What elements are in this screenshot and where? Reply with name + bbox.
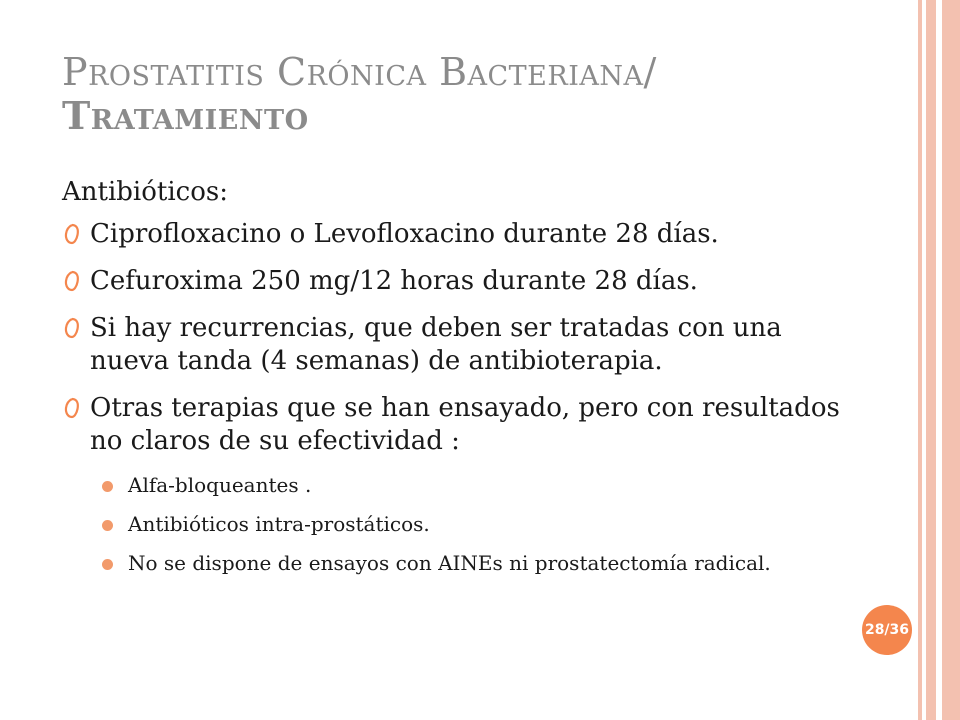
orange-ring-icon	[62, 268, 82, 294]
slide-content	[62, 172, 862, 589]
sub-bullet-item	[62, 550, 862, 576]
bullet-text: Cefuroxima 250 mg/12 horas durante 28 días.	[90, 266, 698, 296]
decorative-stripe	[942, 0, 960, 720]
orange-dot-icon	[102, 481, 113, 492]
orange-ring-icon	[62, 395, 82, 421]
bullet-text: Si hay recurrencias, que deben ser tratadas con una nueva tanda (4 semanas) de antibioterapia.	[90, 313, 782, 376]
orange-ring-icon	[62, 315, 82, 341]
bullet-text: Otras terapias que se han ensayado, pero con resultados no claros de su efectividad :	[90, 393, 840, 456]
orange-ring-icon	[62, 221, 82, 247]
sub-bullet-item	[62, 511, 862, 537]
sub-bullet-item	[62, 472, 862, 498]
bullet-item	[62, 265, 862, 298]
bullet-item	[62, 218, 862, 251]
orange-dot-icon	[102, 559, 113, 570]
sub-bullet-text: Antibióticos intra-prostáticos.	[128, 512, 430, 536]
orange-dot-icon	[102, 520, 113, 531]
slide-title	[62, 50, 842, 138]
sub-bullet-text: No se dispone de ensayos con AINEs ni prostatectomía radical.	[128, 551, 771, 575]
bullet-item	[62, 392, 862, 458]
section-heading: Antibióticos:	[62, 177, 228, 207]
decorative-stripe	[926, 0, 936, 720]
slide-title-line2: Tratamiento	[62, 93, 309, 138]
page-number-badge: 28/36	[862, 605, 912, 655]
sub-bullet-text: Alfa-bloqueantes .	[128, 473, 312, 497]
bullet-item	[62, 312, 862, 378]
bullet-text: Ciprofloxacino o Levofloxacino durante 28 días.	[90, 219, 719, 249]
slide-title-line1: Prostatitis Crónica Bacteriana/	[62, 50, 657, 94]
